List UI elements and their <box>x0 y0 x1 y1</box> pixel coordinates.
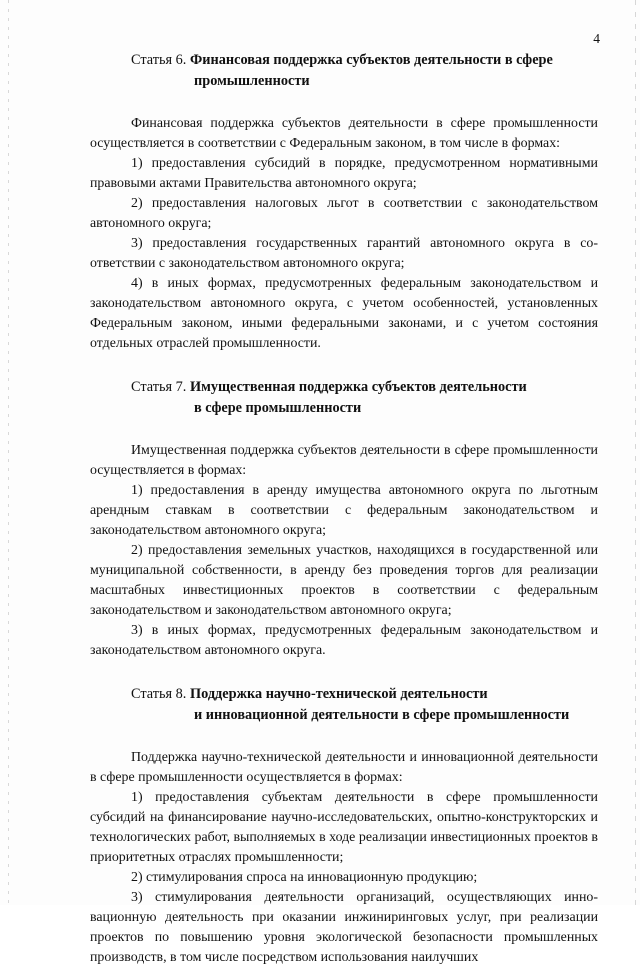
paragraph: 3) в иных формах, предусмотренных федеральным законодательством и законодательством автономного округа. <box>90 623 598 658</box>
paragraph: Имущественная поддержка субъектов деятельности в сфере промышленности осуществляется в формах: <box>90 443 598 478</box>
paragraph: 3) стимулирования деятельности организаций, осуществляющих инновационную деятельность при оказании инжиниринговых услуг, при реализации проектов по повышению уровня экологической безопасности промышленных производств, в том числе посредством использования наилучших <box>90 890 598 965</box>
paragraph: 2) предоставления земельных участков, находящихся в государственной или муниципальной собственности, в аренду без проведения торгов для реализации масштабных инвестиционных проектов в соответствии с федеральным законодательством и законодательством автономного округа; <box>90 543 598 618</box>
article-title-continued: в сфере промышленности <box>194 400 362 416</box>
paragraph: 4) в иных формах, предусмотренных федеральным законодательством и законодательством автономного округа, с учетом особенностей, установленных Федеральным законом, иными федеральными законами, и с учетом состояния отдельных отраслей промышленности. <box>90 276 598 351</box>
paragraph: 2) предоставления налоговых льгот в соответствии с законодательством автономного округа; <box>90 196 598 231</box>
article-number: Статья 6. <box>131 52 187 68</box>
article-number: Статья 7. <box>131 379 187 395</box>
scan-edge-right <box>635 0 636 905</box>
article-7-heading <box>90 377 598 419</box>
document-body <box>90 50 598 968</box>
paragraph: Поддержка научно-технической деятельности и инновационной деятельности в сфере промышленности осуществляется в формах: <box>90 750 598 785</box>
paragraph: 1) предоставления в аренду имущества автономного округа по льготным арендным ставкам в соответствии с федеральным законодательством и законодательством автономного округа; <box>90 483 598 538</box>
article-8-heading <box>90 684 598 726</box>
article-title: Имущественная поддержка субъектов деятельности <box>189 379 527 395</box>
page-number: 4 <box>593 31 600 46</box>
article-6-heading <box>90 50 598 92</box>
paragraph: 1) предоставления субсидий в порядке, предусмотренном нормативными правовыми актами Правительства автономного округа; <box>90 156 598 191</box>
article-number: Статья 8. <box>131 686 187 702</box>
paragraph: 3) предоставления государственных гарантий автономного округа в соответствии с законодательством автономного округа; <box>90 236 598 271</box>
paragraph: 2) стимулирования спроса на инновационную продукцию; <box>131 870 478 885</box>
article-title: Финансовая поддержка субъектов деятельности в сфере <box>189 52 553 68</box>
article-title-continued: и инновационной деятельности в сфере промышленности <box>194 707 570 723</box>
article-title-continued: промышленности <box>194 73 310 89</box>
scan-edge-left <box>8 0 9 905</box>
paragraph: Финансовая поддержка субъектов деятельности в сфере промышленности осуществляется в соответствии с Федеральным законом, в том числе в формах: <box>90 116 598 151</box>
article-title: Поддержка научно-технической деятельности <box>189 686 488 702</box>
paragraph: 1) предоставления субъектам деятельности в сфере промышленности субсидий на финансирование научно-исследовательских, опытно-конструкторских и технологических работ, выполняемых в ходе реализации инвестиционных проектов в приоритетных отраслях промышленности; <box>90 790 598 865</box>
